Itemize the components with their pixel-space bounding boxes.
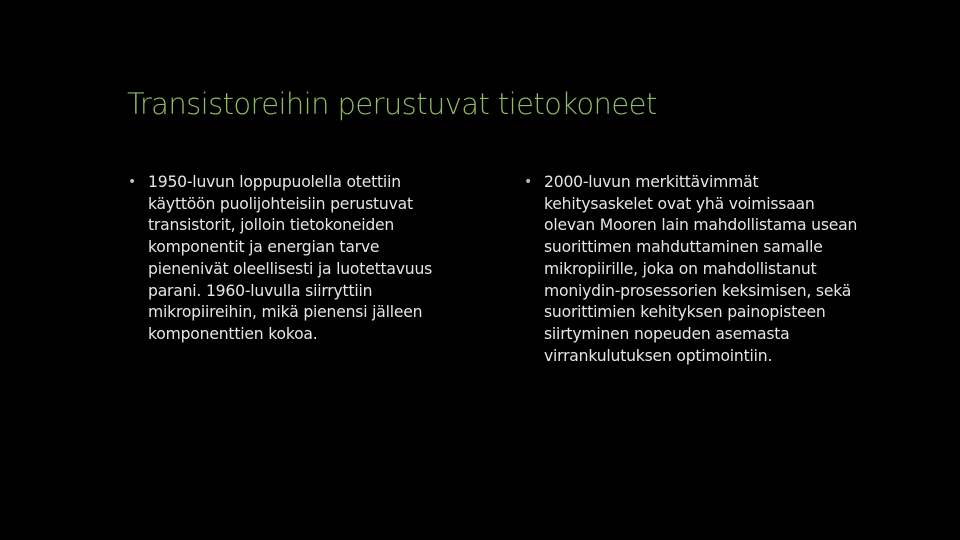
left-bullet-text: 1950-luvun loppupuolella otettiin käyttöön puolijohteisiin perustuvat transistorit, jolloin tietokoneiden komponentit ja energian tarve pienenivät oleellisesti ja luotettavuus parani. 1960-luvulla siirryttiin mikropiireihin, mikä pienensi jälleen komponenttien kokoa. — [148, 173, 433, 343]
left-bullet-item — [128, 172, 463, 346]
left-bullet-list — [128, 172, 463, 346]
slide-title: Transistoreihin perustuvat tietokoneet — [127, 87, 657, 121]
bullet-icon: • — [128, 174, 137, 190]
bullet-icon: • — [524, 174, 533, 190]
right-bullet-text: 2000-luvun merkittävimmät kehitysaskelet ovat yhä voimissaan olevan Mooren lain mahdollistama usean suorittimen mahduttaminen samalle mikropiirille, joka on mahdollistanut moniydin-prosessorien keksimisen, sekä suorittimien kehityksen painopisteen siirtyminen nopeuden asemasta virrankulutuksen optimointiin. — [544, 173, 858, 365]
right-bullet-item — [524, 172, 864, 367]
right-bullet-list — [524, 172, 864, 367]
